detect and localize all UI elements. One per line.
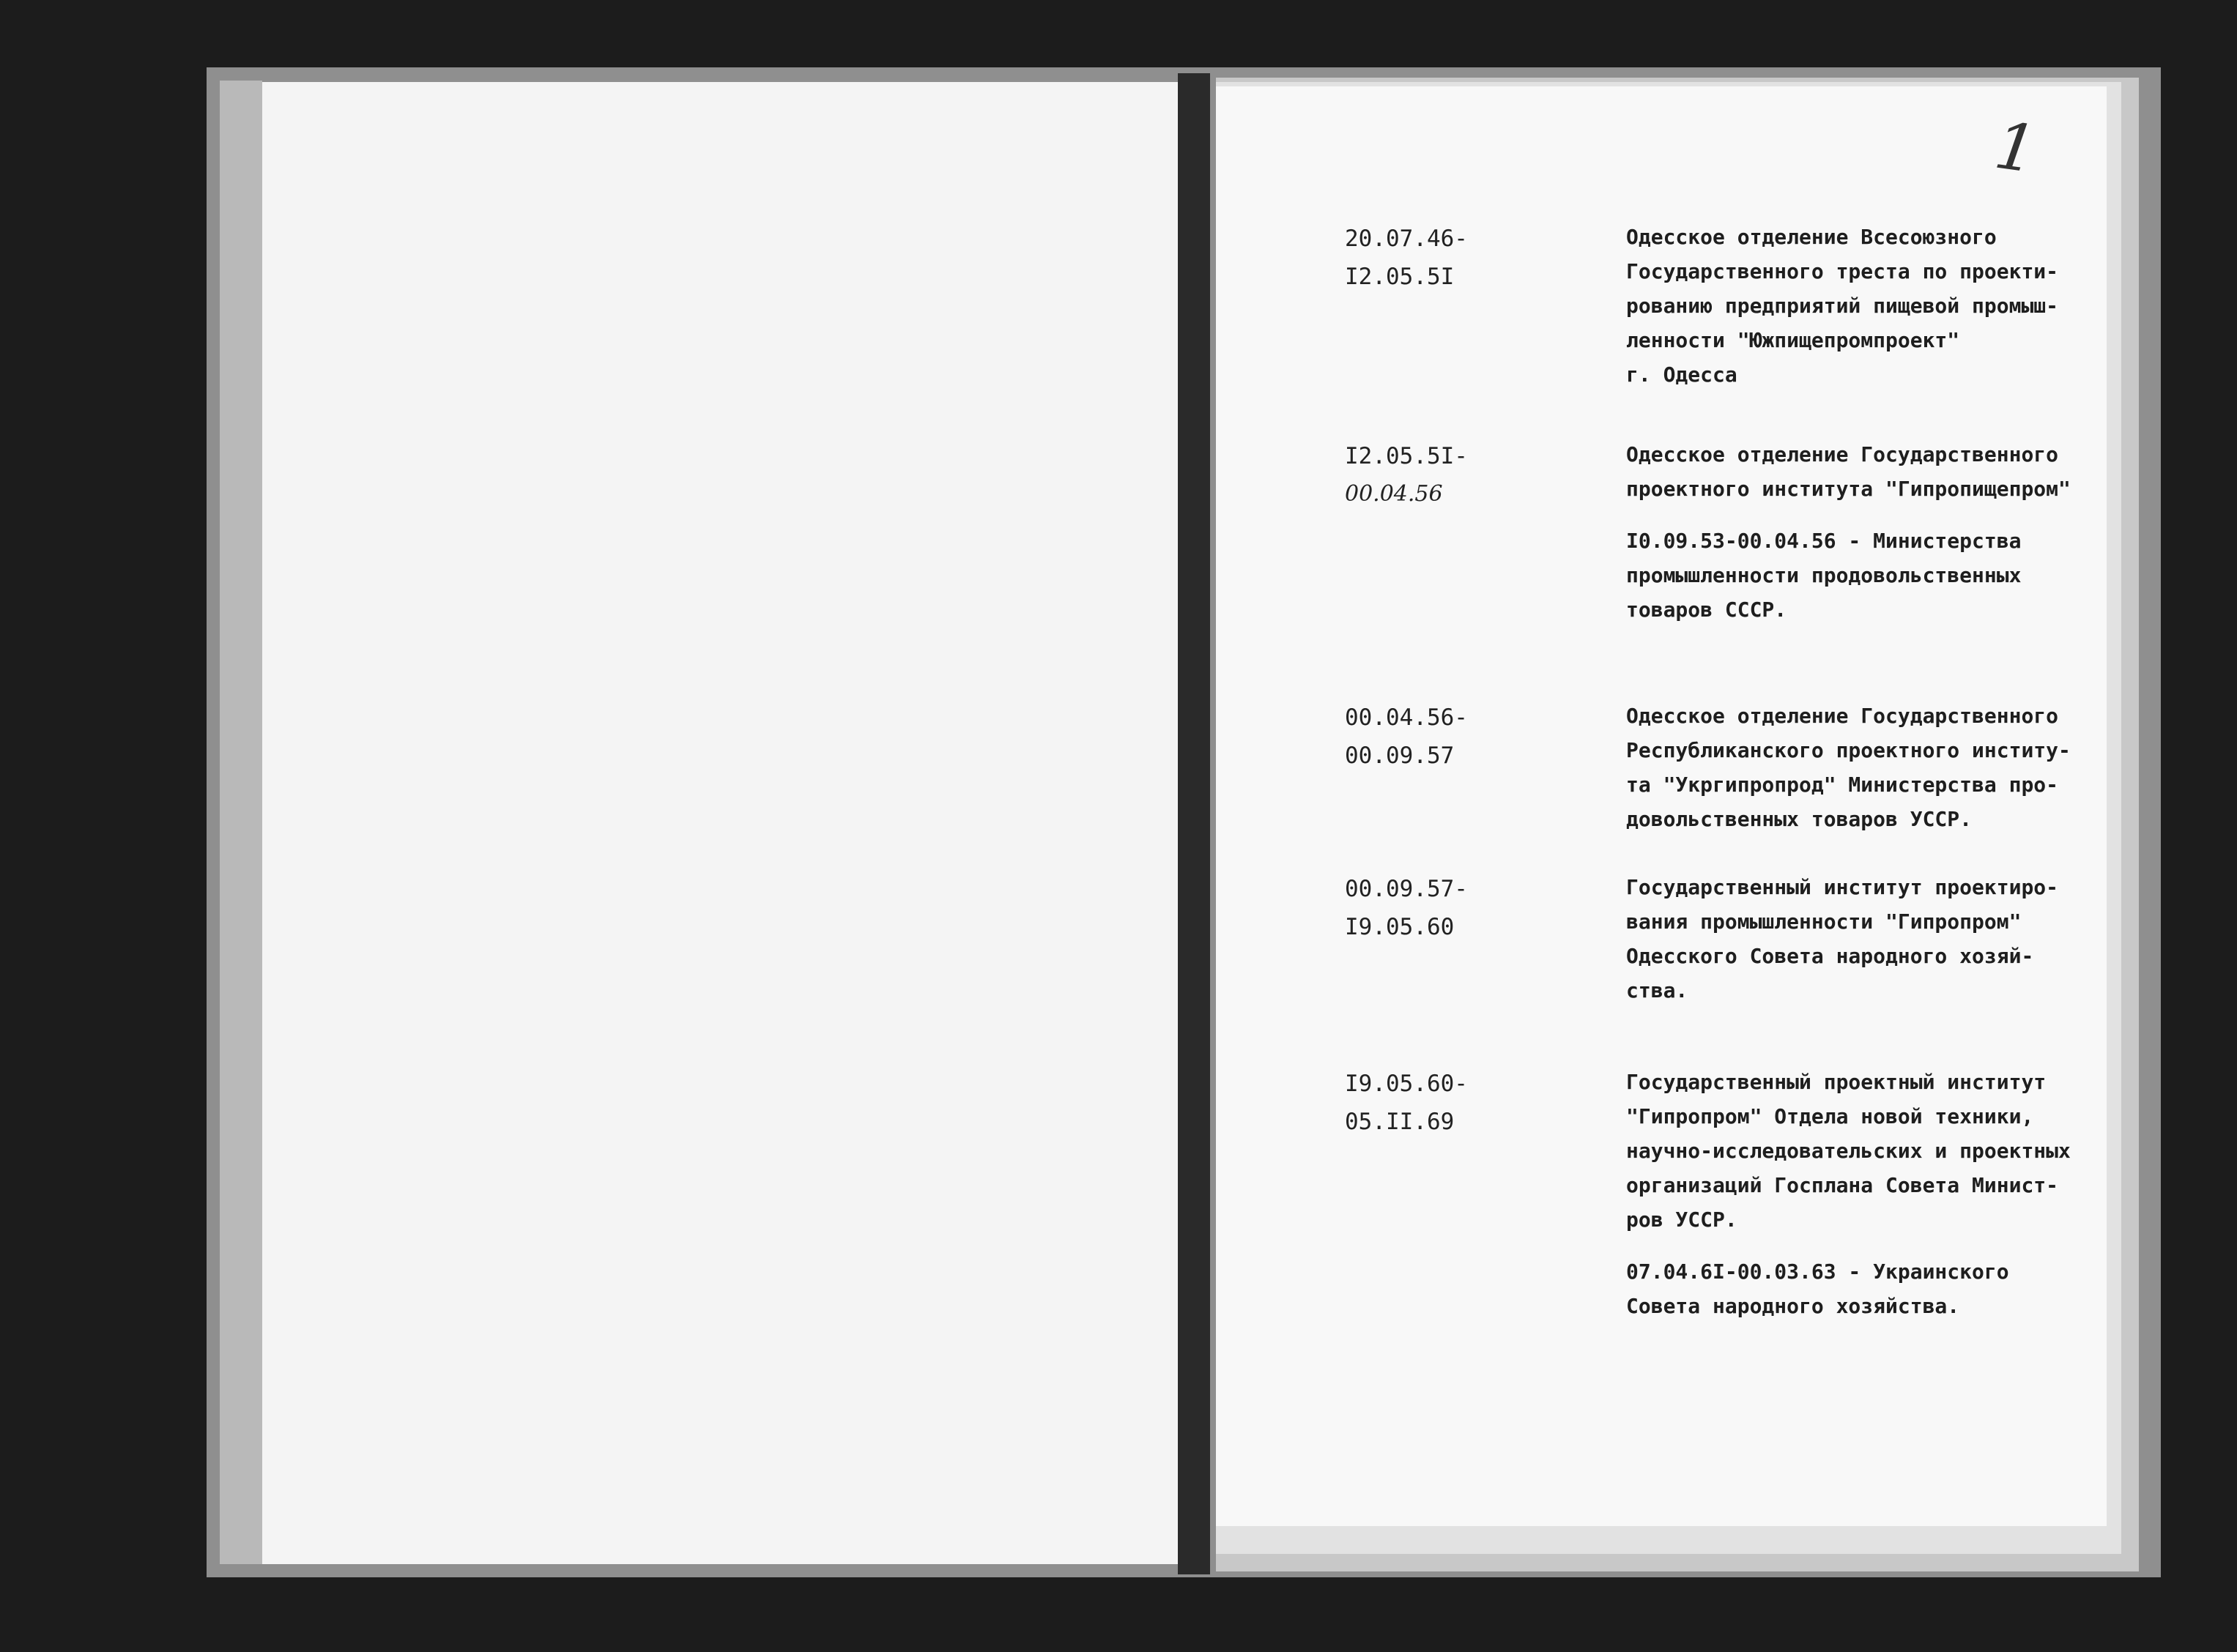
- entry-description: [1626, 870, 2095, 1008]
- history-entry: [1345, 437, 2099, 627]
- date-to: I9.05.60: [1345, 914, 1455, 940]
- entry-dates: [1345, 699, 1587, 775]
- description-text: Одесское отделение Государственного проектного института "Гипропищепром": [1626, 442, 2071, 501]
- date-to: 05.II.69: [1345, 1109, 1455, 1135]
- entry-dates: [1345, 220, 1587, 296]
- history-entry: [1345, 870, 2099, 1008]
- description-text: Государственный институт проектиро- вания промышленности "Гипропром" Одесского Совета народного хозяй- ства.: [1626, 875, 2059, 1002]
- left-cover-edge: [220, 81, 262, 1564]
- history-entries: [1345, 220, 2099, 1323]
- subordination-text: 07.04.6I-00.03.63 - Украинского Совета народного хозяйства.: [1626, 1260, 2009, 1318]
- date-to: I2.05.5I: [1345, 264, 1455, 290]
- subordination-text: I0.09.53-00.04.56 - Министерства промышленности продовольственных товаров СССР.: [1626, 529, 2022, 622]
- entry-dates: [1345, 870, 1587, 946]
- date-to-handwritten: 00.04.56: [1345, 481, 1443, 507]
- blank-left-page: [262, 82, 1178, 1564]
- history-entry: [1345, 1065, 2099, 1323]
- description-text: Одесское отделение Государственного Республиканского проектного институ- та "Укргипропрод" Министерства про- довольственных товаров УССР.: [1626, 704, 2071, 831]
- history-entry: [1345, 220, 2099, 392]
- date-from: 20.07.46-: [1345, 226, 1468, 252]
- date-from: 00.04.56-: [1345, 704, 1468, 731]
- date-from: 00.09.57-: [1345, 876, 1468, 902]
- entry-description: [1626, 220, 2095, 392]
- date-to: 00.09.57: [1345, 743, 1455, 769]
- entry-description: [1626, 699, 2095, 836]
- entry-description: [1626, 437, 2095, 627]
- date-from: I9.05.60-: [1345, 1071, 1468, 1097]
- entry-dates: [1345, 437, 1587, 513]
- entry-description: [1626, 1065, 2095, 1323]
- description-text: Государственный проектный институт "Гипропром" Отдела новой техники, научно-исследовательских и проектных организаций Госплана Совета Минист- ров УССР.: [1626, 1070, 2071, 1232]
- book-spine: [1178, 73, 1210, 1574]
- entry-dates: [1345, 1065, 1587, 1141]
- page-number: 1: [1990, 107, 2041, 188]
- history-entry: [1345, 699, 2099, 836]
- date-from: I2.05.5I-: [1345, 443, 1468, 469]
- description-text: Одесское отделение Всесоюзного Государственного треста по проекти- рованию предприятий пищевой промыш- ленности "Южпищепромпроект" г. Одесса: [1626, 225, 2059, 387]
